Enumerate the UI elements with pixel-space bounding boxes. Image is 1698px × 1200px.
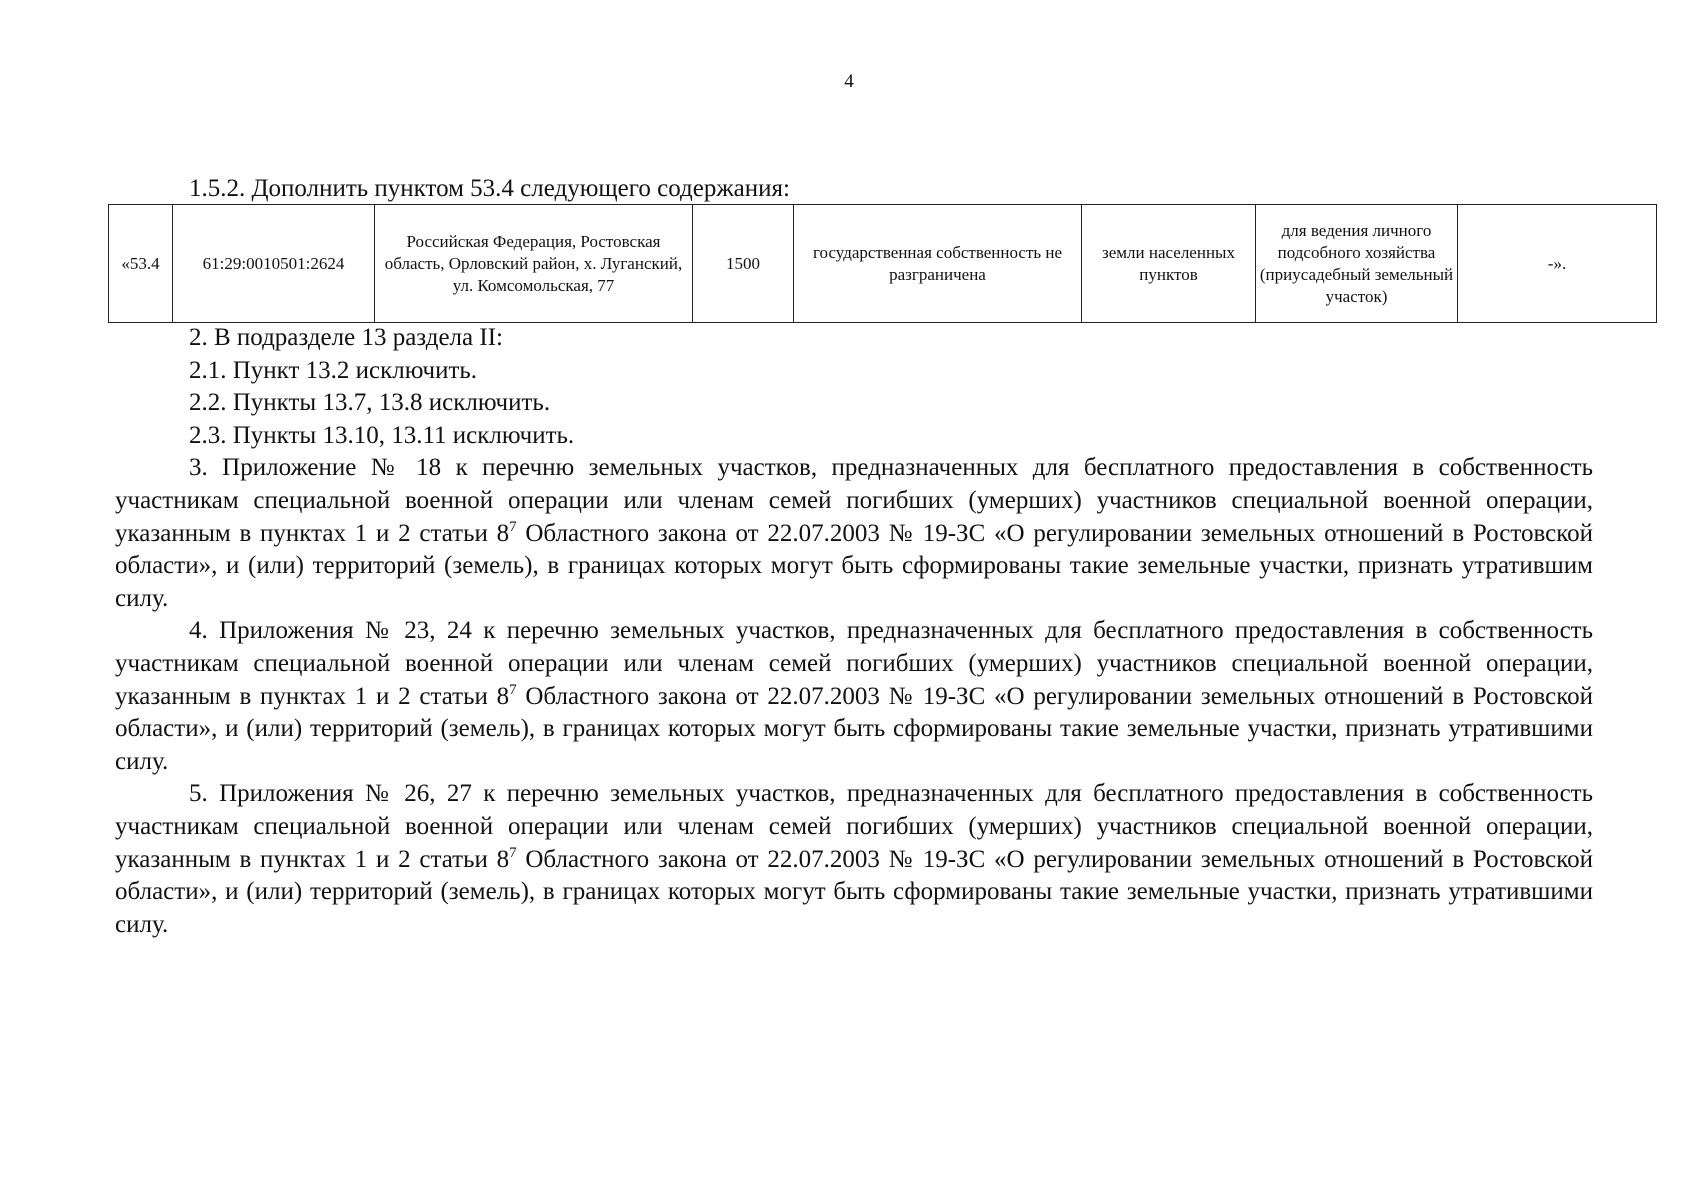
paragraph-4 bbox=[115, 615, 1593, 778]
paragraph-5-superscript: 7 bbox=[509, 844, 517, 861]
row-number-cell: «53.4 bbox=[109, 205, 173, 323]
land-category-cell: земли населенных пунктов bbox=[1082, 205, 1256, 323]
row-end-cell: -». bbox=[1458, 205, 1657, 323]
document-body bbox=[115, 322, 1593, 941]
paragraph-4-text-end: Областного закона от 22.07.2003 № 19-ЗС «О регулировании земельных отношений в Ростовской области», и (или) территорий (земель), в границах которых могут быть сформированы такие земельные участки, признать утратившими силу. bbox=[115, 682, 1593, 775]
paragraph-5 bbox=[115, 778, 1593, 941]
paragraph-5-text-start: 5. Приложения № 26, 27 к перечню земельных участков, предназначенных для бесплатного предоставления в собственность участникам специальной военной операции или членам семей погибших (умерших) участников специальной военной операции, указанным в пунктах 1 и 2 статьи 8 bbox=[115, 780, 1593, 873]
item-2-1: 2.1. Пункт 13.2 исключить. bbox=[189, 356, 478, 384]
item-2: 2. В подразделе 13 раздела II: bbox=[189, 324, 503, 351]
land-plot-table bbox=[108, 204, 1657, 323]
cadastral-number-cell: 61:29:0010501:2624 bbox=[173, 205, 375, 323]
item-2-2: 2.2. Пункты 13.7, 13.8 исключить. bbox=[189, 389, 551, 417]
amendment-intro: 1.5.2. Дополнить пунктом 53.4 следующего содержания: bbox=[189, 175, 790, 202]
permitted-use-cell: для ведения личного подсобного хозяйства (приусадебный земельный участок) bbox=[1256, 205, 1458, 323]
paragraph-5-text-end: Областного закона от 22.07.2003 № 19-ЗС «О регулировании земельных отношений в Ростовской области», и (или) территорий (земель), в границах которых могут быть сформированы такие земельные участки, признать утратившими силу. bbox=[115, 845, 1593, 938]
item-2-3: 2.3. Пункты 13.10, 13.11 исключить. bbox=[189, 421, 575, 449]
paragraph-4-superscript: 7 bbox=[509, 681, 517, 698]
page-number: 4 bbox=[844, 71, 854, 92]
area-cell: 1500 bbox=[693, 205, 794, 323]
table-row bbox=[109, 205, 1657, 323]
paragraph-3-text-start: 3. Приложение № 18 к перечню земельных участков, предназначенных для бесплатного предоставления в собственность участникам специальной военной операции или членам семей погибших (умерших) участников специальной военной операции, указанным в пунктах 1 и 2 статьи 8 bbox=[115, 454, 1593, 547]
paragraph-3 bbox=[115, 452, 1593, 615]
address-cell: Российская Федерация, Ростовская область, Орловский район, х. Луганский, ул. Комсомольская, 77 bbox=[375, 205, 693, 323]
paragraph-3-text-end: Областного закона от 22.07.2003 № 19-ЗС «О регулировании земельных отношений в Ростовской области», и (или) территорий (земель), в границах которых могут быть сформированы такие земельные участки, признать утратившим силу. bbox=[115, 519, 1593, 612]
paragraph-3-superscript: 7 bbox=[509, 518, 517, 535]
ownership-cell: государственная собственность не разграничена bbox=[794, 205, 1082, 323]
paragraph-4-text-start: 4. Приложения № 23, 24 к перечню земельных участков, предназначенных для бесплатного предоставления в собственность участникам специальной военной операции или членам семей погибших (умерших) участников специальной военной операции, указанным в пунктах 1 и 2 статьи 8 bbox=[115, 617, 1593, 710]
